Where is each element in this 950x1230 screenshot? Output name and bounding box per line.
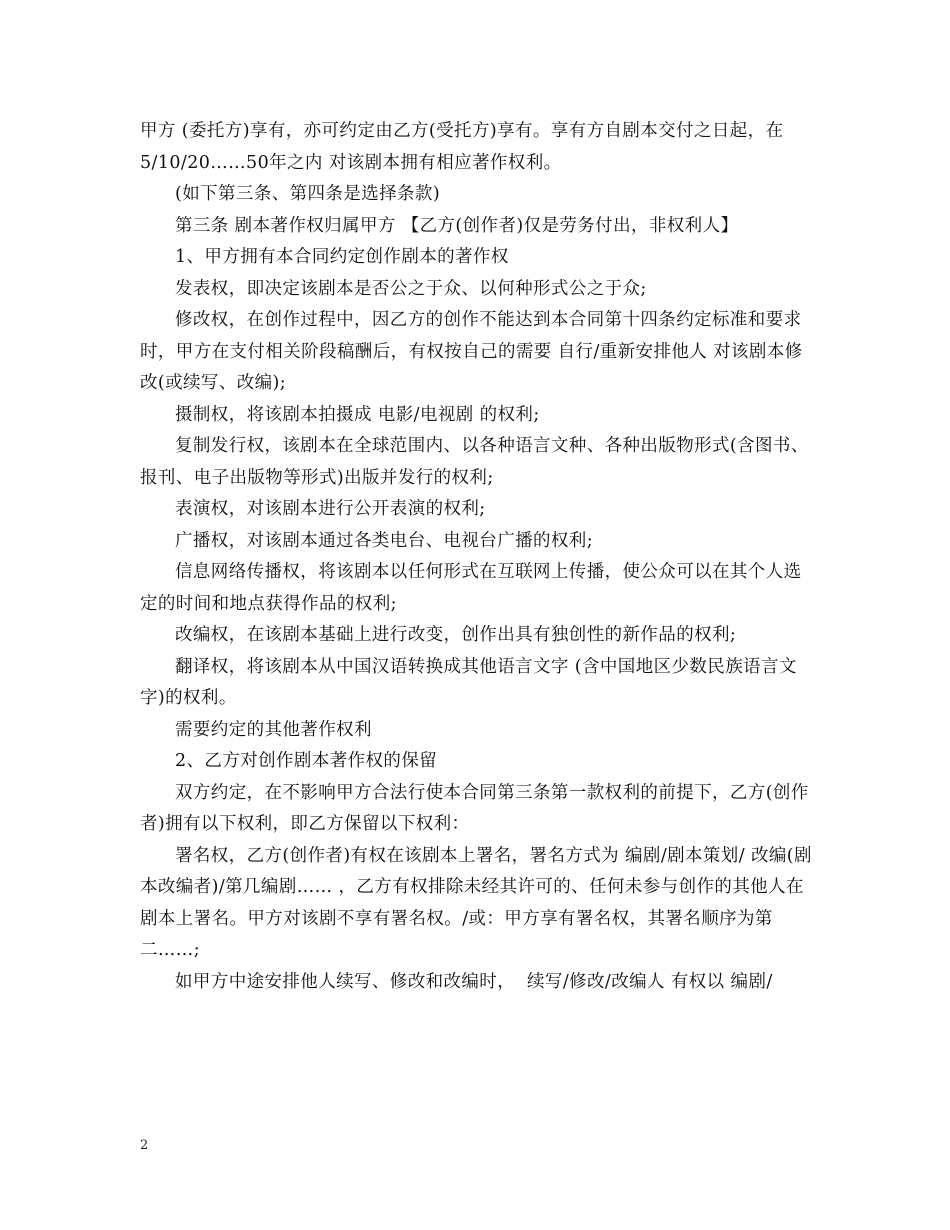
subsection-heading: 2、乙方对创作剧本著作权的保留 (175, 751, 438, 771)
document-body (140, 116, 812, 998)
section-heading: 第三条 剧本著作权归属甲方 【乙方(创作者)仅是劳务付出，非权利人】 (175, 215, 739, 236)
page-number: 2 (140, 1138, 149, 1153)
subsection-heading: 1、甲方拥有本合同约定创作剧本的著作权 (175, 247, 509, 267)
paragraph: 复制发行权，该剧本在全球范围内、以各种语言文种、各种出版物形式(含图书、报刊、电子出版物等形式)出版并发行的权利; (140, 436, 809, 488)
paragraph: 署名权，乙方(创作者)有权在该剧本上署名，署名方式为 编剧/剧本策划/ 改编(剧本改编者)/第几编剧…… ，乙方有权排除未经其许可的、任何未参与创作的其他人在剧本上署名。甲方对该剧不享有署名权。/或：甲方享有署名权，其署名顺序为第二……; (140, 845, 812, 960)
paragraph: 修改权，在创作过程中，因乙方的创作不能达到本合同第十四条约定标准和要求时，甲方在支付相关阶段稿酬后，有权按自己的需要 自行/重新安排他人 对该剧本修改(或续写、改编); (140, 310, 803, 393)
paragraph: 如甲方中途安排他人续写、修改和改编时， 续写/修改/改编人 有权以 编剧/ (175, 971, 773, 992)
paragraph: 改编权，在该剧本基础上进行改变，创作出具有独创性的新作品的权利; (175, 625, 737, 645)
paragraph: 广播权，对该剧本通过各类电台、电视台广播的权利; (175, 530, 593, 551)
paragraph: 表演权，对该剧本进行公开表演的权利; (175, 499, 486, 519)
paragraph: 需要约定的其他著作权利 (175, 719, 372, 740)
paragraph: 甲方 (委托方)享有，亦可约定由乙方(受托方)享有。享有方自剧本交付之日起，在 5/10/20……50年之内 对该剧本拥有相应著作权利。 (140, 121, 802, 173)
paragraph: (如下第三条、第四条是选择条款) (175, 184, 441, 204)
paragraph: 双方约定，在不影响甲方合法行使本合同第三条第一款权利的前提下，乙方(创作者)拥有以下权利，即乙方保留以下权利： (140, 782, 809, 834)
paragraph: 信息网络传播权，将该剧本以任何形式在互联网上传播，使公众可以在其个人选定的时间和地点获得作品的权利; (140, 562, 802, 614)
paragraph: 翻译权，将该剧本从中国汉语转换成其他语言文字 (含中国地区少数民族语言文字)的权利。 (140, 656, 797, 708)
paragraph: 摄制权，将该剧本拍摄成 电影/电视剧 的权利; (175, 404, 540, 425)
paragraph: 发表权，即决定该剧本是否公之于众、以何种形式公之于众; (175, 278, 647, 299)
